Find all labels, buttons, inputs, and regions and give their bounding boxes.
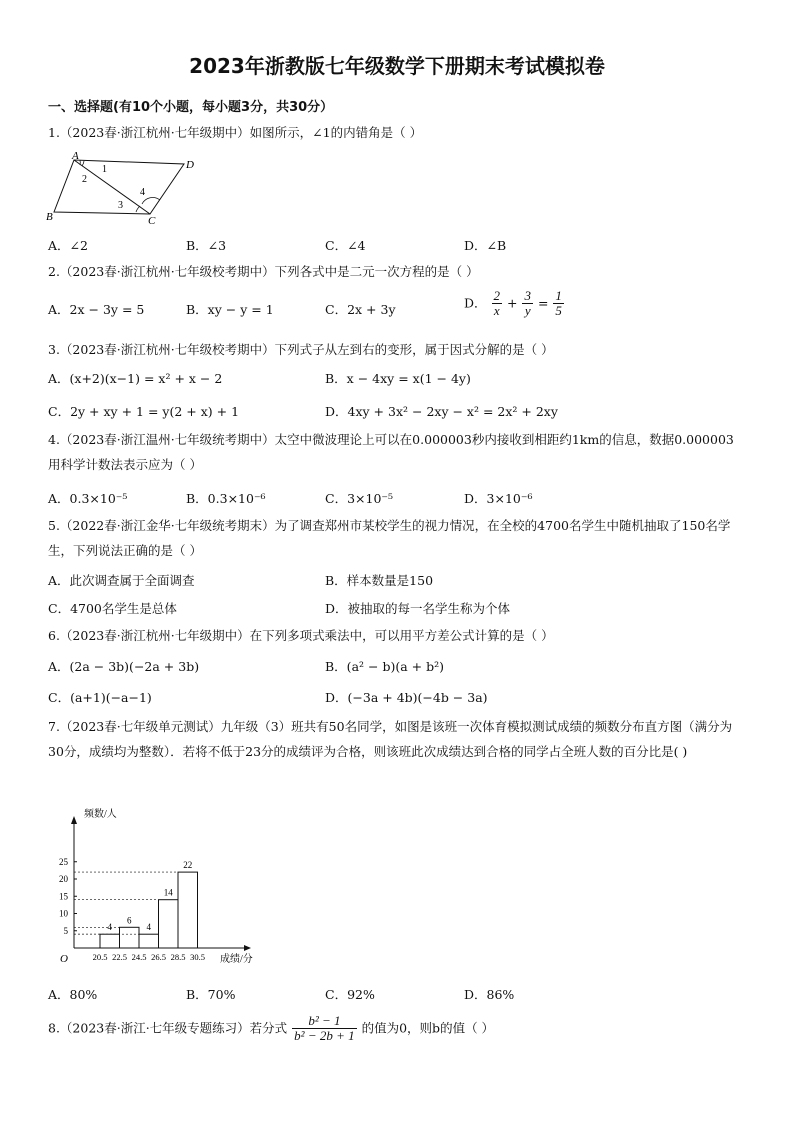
q2-fraction-3: $\frac{1}{5}$ [555,288,562,319]
q1-label-B: B [46,211,53,223]
q4-stem: 4.（2023春·浙江温州·七年级统考期中）太空中微波理论上可以在0.000003秒内接收到相距约1km的信息，数据0.000003用科学计数法表示应为（ ） [48,432,734,472]
q8-stem [48,1014,494,1044]
x-tick-label: 22.5 [112,952,127,962]
q3-option-b[interactable]: B．x − 4xy = x(1 − 4y) [325,371,471,386]
q1-label-2: 2 [82,174,87,185]
bar-data-label: 14 [163,887,173,898]
q1-label-1: 1 [102,164,107,175]
q1-option-a[interactable]: A．∠2 [48,238,88,253]
q4-option-c[interactable]: C．3×10⁻⁵ [325,491,394,506]
q7-option-a[interactable]: A．80% [48,987,98,1002]
y-tick-label: 25 [59,856,68,867]
q1-label-A: A [72,150,79,162]
histogram-bar [100,934,120,948]
q2-equals: = [537,295,549,311]
page-title: 2023年浙教版七年级数学下册期末考试模拟卷 [189,54,605,78]
bar-data-label: 4 [107,922,112,933]
q8-fraction: $\frac{\text{b² − 1}}{\text{b² − 2b + 1}}$ [294,1013,355,1044]
histogram-bar [159,900,179,948]
x-tick-label: 28.5 [170,952,186,962]
y-tick-label: 5 [63,925,68,936]
x-tick-label: 24.5 [131,952,147,962]
q6-stem: 6.（2023春·浙江杭州·七年级期中）在下列多项式乘法中，可以用平方差公式计算的是（ ） [48,628,554,643]
q3-stem: 3.（2023春·浙江杭州·七年级校考期中）下列式子从左到右的变形，属于因式分解的是（ ） [48,342,554,357]
q7-histogram [44,800,274,972]
q4-option-d[interactable]: D．3×10⁻⁶ [464,491,533,506]
q7-option-c[interactable]: C．92% [325,987,375,1002]
q3-option-d[interactable]: D．4xy + 3x² − 2xy − x² = 2x² + 2xy [325,404,558,419]
q5-option-c[interactable]: C．4700名学生是总体 [48,601,177,616]
q8-stem-suffix: 的值为0，则b的值（ ） [361,1020,495,1036]
q7-option-d[interactable]: D．86% [464,987,515,1002]
q1-label-C: C [148,215,156,226]
origin-label: O [60,953,68,965]
q8-stem-prefix: 8.（2023春·浙江·七年级专题练习）若分式 [48,1020,288,1036]
q5-stem: 5.（2022春·浙江金华·七年级统考期末）为了调查郑州市某校学生的视力情况，在全校的4700名学生中随机抽取了150名学生，下列说法正确的是（ ） [48,518,731,558]
q2-stem: 2.（2023春·浙江杭州·七年级校考期中）下列各式中是二元一次方程的是（ ） [48,264,479,279]
q7-option-b[interactable]: B．70% [186,987,236,1002]
q1-label-3: 3 [118,200,123,211]
q2-option-d-prefix: D． [464,295,487,311]
q2-fraction-2: $\frac{3}{y}$ [524,288,531,319]
q1-option-c[interactable]: C．∠4 [325,238,366,253]
q6-option-c[interactable]: C．(a+1)(−a−1) [48,690,152,705]
q2-plus: + [507,295,518,311]
q4-option-b[interactable]: B．0.3×10⁻⁶ [186,491,266,506]
y-axis-arrow [71,816,77,824]
q2-option-d[interactable] [464,289,565,319]
bar-data-label: 22 [183,860,193,871]
q1-parallelogram-figure [44,148,194,226]
q5-option-a[interactable]: A．此次调查属于全面调查 [48,573,195,588]
y-tick-label: 10 [59,908,68,919]
q7-stem: 7.（2023春·七年级单元测试）九年级（3）班共有50名同学，如图是该班一次体育模拟测试成绩的频数分布直方图（满分为30分，成绩均为整数）．若将不低于23分的成绩评为合格，则该班此次成绩达到合格的同学占全班人数的百分比是( ) [48,719,733,759]
q2-fraction-1: $\frac{2}{x}$ [493,288,501,319]
x-tick-label: 30.5 [190,952,205,962]
q5-option-b[interactable]: B．样本数量是150 [325,573,434,588]
y-tick-label: 15 [59,891,68,902]
y-tick-label: 20 [59,874,68,884]
q3-option-c[interactable]: C．2y + xy + 1 = y(2 + x) + 1 [48,404,240,419]
bar-data-label: 4 [146,922,151,933]
q6-option-b[interactable]: B．(a² − b)(a + b²) [325,659,444,674]
q1-label-D: D [186,159,194,171]
histogram-bar [178,872,198,948]
histogram-bar [139,934,159,948]
q2-option-a[interactable]: A．2x − 3y = 5 [48,302,145,317]
q2-option-c[interactable]: C．2x + 3y [325,302,396,317]
section-heading: 一、选择题(有10个小题，每小题3分，共30分） [48,100,334,115]
q6-option-d[interactable]: D．(−3a + 4b)(−4b − 3a) [325,690,488,705]
x-axis-arrow [244,945,251,951]
x-tick-label: 26.5 [151,952,166,962]
x-tick-label: 20.5 [92,952,108,962]
y-axis-label: 频数/人 [84,809,117,820]
q6-option-a[interactable]: A．(2a − 3b)(−2a + 3b) [48,659,200,674]
q3-option-a[interactable]: A．(x+2)(x−1) = x² + x − 2 [48,371,223,386]
q2-option-b[interactable]: B．xy − y = 1 [186,302,274,317]
histogram-bar [120,927,140,948]
q1-stem: 1.（2023春·浙江杭州·七年级期中）如图所示，∠1的内错角是（ ） [48,125,423,140]
bar-data-label: 6 [127,915,132,926]
x-axis-label: 成绩/分 [220,954,253,965]
q1-option-d[interactable]: D．∠B [464,238,507,253]
q1-label-4: 4 [140,187,145,198]
q4-option-a[interactable]: A．0.3×10⁻⁵ [48,491,128,506]
q1-option-b[interactable]: B．∠3 [186,238,227,253]
q5-option-d[interactable]: D．被抽取的每一名学生称为个体 [325,601,511,616]
